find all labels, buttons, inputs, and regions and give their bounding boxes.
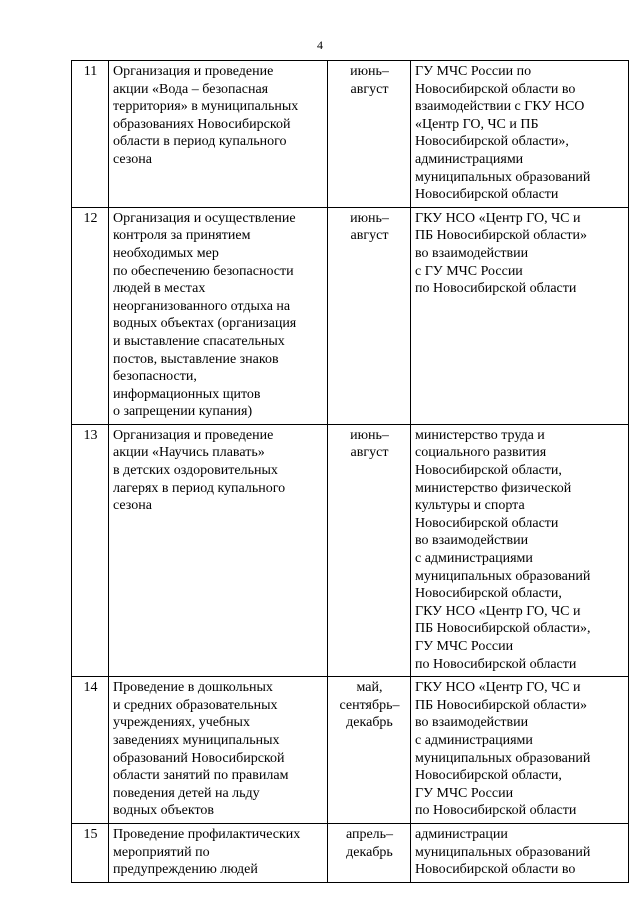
action-cell-line: безопасности,: [113, 369, 197, 385]
page-number: 4: [317, 38, 323, 52]
responsible-cell-line: ГУ МЧС России по: [415, 64, 532, 79]
responsible-cell-line: по Новосибирской области: [415, 281, 577, 297]
responsible-cell-line: ГКУ НСО «Центр ГО, ЧС и: [415, 680, 581, 696]
action-cell-line: о запрещении купания): [113, 404, 253, 420]
action-cell-line: необходимых мер: [113, 245, 219, 261]
action-cell-line: постов, выставление знаков: [113, 351, 279, 367]
responsible-cell: [411, 424, 629, 676]
action-cell-line: акции «Вода – безопасная: [113, 81, 269, 97]
responsible-cell: [411, 61, 629, 208]
action-cell-line: в детских оздоровительных: [113, 463, 278, 479]
responsible-cell-line: Новосибирской области,: [415, 586, 562, 602]
table-row: [72, 61, 629, 208]
period-cell-line: июнь–: [350, 210, 389, 226]
responsible-cell-line: муниципальных образований: [415, 568, 591, 584]
action-cell-line: неорганизованного отдыха на: [113, 298, 291, 314]
responsible-cell-line: ГКУ НСО «Центр ГО, ЧС и: [415, 210, 581, 226]
responsible-cell-line: Новосибирской области,: [415, 463, 562, 479]
action-cell-line: Организация и проведение: [113, 427, 274, 443]
action-cell-line: заведениях муниципальных: [113, 732, 280, 748]
responsible-cell-line: ПБ Новосибирской области»: [415, 228, 588, 244]
action-cell-line: образований Новосибирской: [113, 750, 285, 766]
responsible-cell-line: с администрациями: [415, 732, 533, 748]
responsible-cell-line: администрации: [415, 826, 508, 842]
responsible-cell: [411, 823, 629, 882]
period-cell-line: апрель–: [345, 826, 394, 842]
action-cell: [109, 61, 328, 208]
action-cell-line: и средних образовательных: [113, 697, 278, 713]
responsible-cell-line: муниципальных образований: [415, 169, 591, 185]
responsible-cell-line: взаимодействии с ГКУ НСО: [415, 99, 585, 115]
responsible-cell-line: ГКУ НСО «Центр ГО, ЧС и: [415, 603, 581, 619]
period-cell: [328, 424, 411, 676]
action-cell-line: водных объектов: [113, 803, 215, 819]
responsible-cell-line: муниципальных образований: [415, 844, 591, 860]
responsible-cell-line: министерство физической: [415, 480, 572, 496]
period-cell-line: август: [350, 445, 389, 461]
table-row: [72, 823, 629, 882]
period-cell-line: июнь–: [350, 64, 389, 79]
table-row: [72, 424, 629, 676]
action-cell-line: мероприятий по: [113, 844, 210, 860]
responsible-cell-line: муниципальных образований: [415, 750, 591, 766]
responsible-cell-line: ПБ Новосибирской области»,: [415, 621, 591, 637]
action-cell-line: области занятий по правилам: [113, 768, 289, 784]
period-cell-line: декабрь: [346, 844, 393, 860]
action-cell-line: области в период купального: [113, 134, 287, 150]
responsible-cell-line: с администрациями: [415, 551, 533, 567]
row-number: 13: [72, 424, 109, 676]
action-cell-line: Проведение в дошкольных: [113, 680, 273, 696]
period-cell: [328, 207, 411, 424]
responsible-cell-line: ГУ МЧС России: [415, 639, 514, 654]
row-number: 14: [72, 677, 109, 824]
action-cell-line: контроля за принятием: [113, 228, 251, 244]
table-row: [72, 677, 629, 824]
period-cell: [328, 823, 411, 882]
responsible-cell-line: Новосибирской области,: [415, 768, 562, 784]
action-cell: [109, 677, 328, 824]
action-cell-line: сезона: [113, 498, 152, 514]
responsible-cell-line: во взаимодействии: [415, 533, 529, 549]
period-cell: [328, 61, 411, 208]
responsible-cell-line: Новосибирской области: [415, 515, 559, 531]
responsible-cell-line: министерство труда и: [415, 427, 545, 443]
period-cell-line: сентябрь–: [339, 697, 400, 713]
responsible-cell-line: по Новосибирской области: [415, 803, 577, 819]
action-cell-line: территория» в муниципальных: [113, 99, 299, 115]
action-cell-line: лагерях в период купального: [113, 480, 286, 496]
action-cell-line: информационных щитов: [113, 386, 261, 402]
row-number: 12: [72, 207, 109, 424]
responsible-cell-line: социального развития: [415, 445, 547, 461]
responsible-cell-line: культуры и спорта: [415, 498, 525, 514]
responsible-cell-line: Новосибирской области во: [415, 81, 576, 97]
responsible-cell-line: ПБ Новосибирской области»: [415, 697, 588, 713]
period-cell-line: август: [350, 228, 389, 244]
table-row: [72, 207, 629, 424]
responsible-cell: [411, 207, 629, 424]
responsible-cell-line: Новосибирской области: [415, 187, 559, 203]
row-number: 15: [72, 823, 109, 882]
period-cell: [328, 677, 411, 824]
action-cell-line: Организация и осуществление: [113, 210, 296, 226]
responsible-cell-line: с ГУ МЧС России: [415, 263, 523, 279]
responsible-cell-line: администрациями: [415, 151, 524, 167]
responsible-cell-line: ГУ МЧС России: [415, 785, 514, 801]
responsible-cell: [411, 677, 629, 824]
events-table-body: [72, 61, 629, 883]
action-cell-line: поведения детей на льду: [113, 785, 260, 801]
responsible-cell-line: по Новосибирской области: [415, 656, 577, 672]
responsible-cell-line: Новосибирской области»,: [415, 134, 569, 150]
period-cell-line: август: [350, 81, 389, 97]
responsible-cell-line: во взаимодействии: [415, 715, 529, 731]
row-number: 11: [72, 61, 109, 208]
action-cell-line: акции «Научись плавать»: [113, 445, 265, 461]
period-cell-line: май,: [356, 680, 383, 696]
action-cell: [109, 424, 328, 676]
action-cell-line: Проведение профилактических: [113, 826, 301, 842]
action-cell-line: образованиях Новосибирской: [113, 116, 291, 132]
action-cell-line: водных объектах (организация: [113, 316, 297, 332]
action-cell-line: предупреждению людей: [113, 862, 258, 878]
action-cell-line: учреждениях, учебных: [113, 715, 250, 731]
action-cell-line: и выставление спасательных: [113, 333, 285, 349]
responsible-cell-line: Новосибирской области во: [415, 862, 576, 878]
responsible-cell-line: «Центр ГО, ЧС и ПБ: [415, 116, 539, 132]
action-cell-line: сезона: [113, 151, 152, 167]
action-cell-line: по обеспечению безопасности: [113, 263, 294, 279]
action-cell: [109, 207, 328, 424]
action-cell: [109, 823, 328, 882]
responsible-cell-line: во взаимодействии: [415, 245, 529, 261]
period-cell-line: декабрь: [346, 715, 393, 731]
events-table: [71, 60, 629, 883]
action-cell-line: Организация и проведение: [113, 64, 274, 79]
period-cell-line: июнь–: [350, 427, 389, 443]
action-cell-line: людей в местах: [113, 281, 206, 297]
